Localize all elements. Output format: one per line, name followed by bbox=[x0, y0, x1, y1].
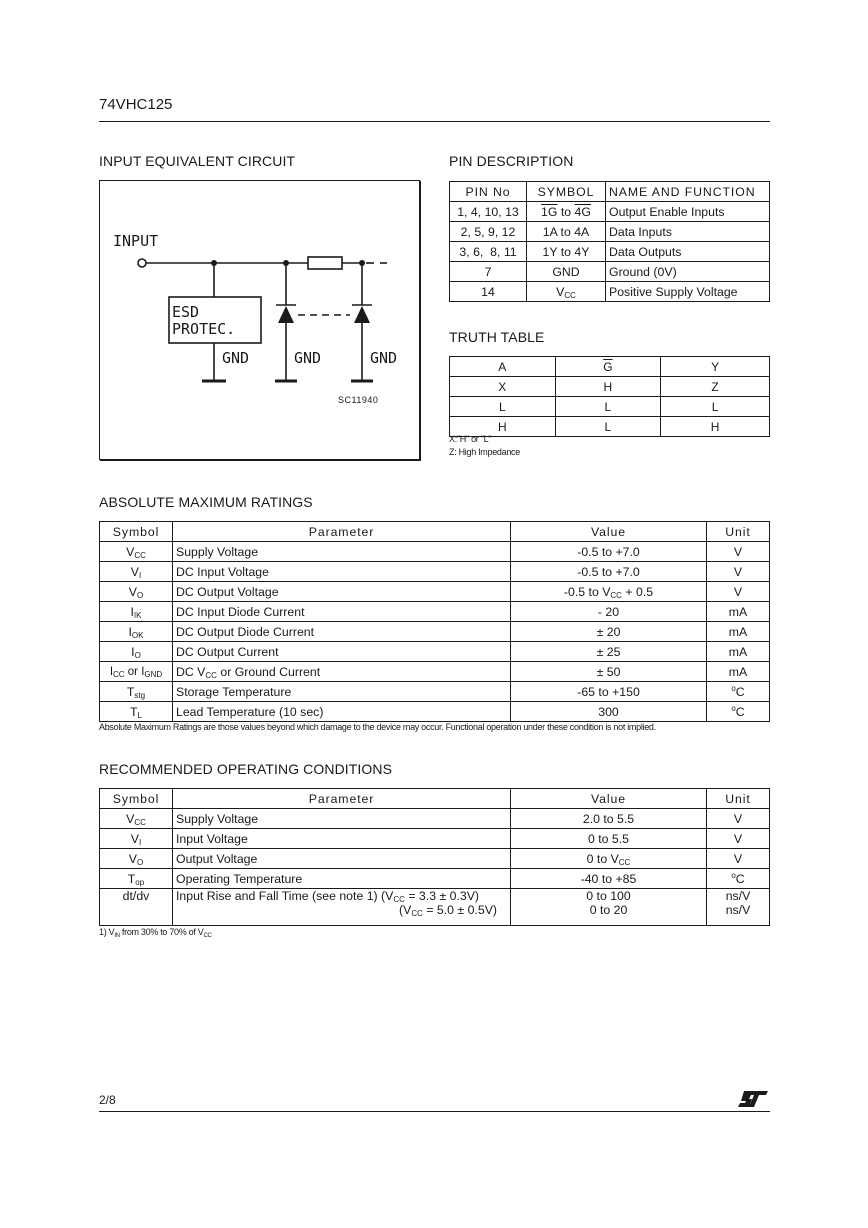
cell-parameter: Input Voltage bbox=[173, 829, 511, 849]
col-header-y: Y bbox=[661, 357, 770, 377]
cell-g: L bbox=[555, 417, 661, 437]
table-row bbox=[450, 282, 770, 302]
table-row bbox=[100, 662, 770, 682]
cell-symbol: $I_{OK}$ bbox=[100, 622, 173, 642]
col-header-a: A bbox=[450, 357, 556, 377]
input-terminal bbox=[138, 259, 146, 267]
col-header-parameter: Parameter bbox=[173, 522, 511, 542]
table-row bbox=[100, 602, 770, 622]
cell-symbol: $V_O$ bbox=[100, 849, 173, 869]
cell-parameter: DC Output Current bbox=[173, 642, 511, 662]
table-row bbox=[450, 417, 770, 437]
col-header-value: Value bbox=[511, 522, 707, 542]
cell-symbol: $T_L$ bbox=[100, 702, 173, 722]
col-header-g: $\overline{G}$ bbox=[555, 357, 661, 377]
cell-parameter: Operating Temperature bbox=[173, 869, 511, 889]
cell-symbol: $T_{op}$ bbox=[100, 869, 173, 889]
table-row bbox=[100, 562, 770, 582]
cell-symbol: GND bbox=[527, 262, 606, 282]
cell-parameter: DC Output Voltage bbox=[173, 582, 511, 602]
table-row bbox=[100, 622, 770, 642]
table-row bbox=[450, 242, 770, 262]
table-header-row bbox=[100, 522, 770, 542]
cell-name: Data Inputs bbox=[606, 222, 770, 242]
col-header-unit: Unit bbox=[707, 522, 770, 542]
cell-symbol: $V_{CC}$ bbox=[100, 809, 173, 829]
rec-op-table bbox=[99, 788, 770, 926]
cell-unit: $^o$C bbox=[707, 682, 770, 702]
cell-name: Data Outputs bbox=[606, 242, 770, 262]
table-row bbox=[100, 642, 770, 662]
cell-parameter: DC Input Diode Current bbox=[173, 602, 511, 622]
truth-note-2: Z: High Impedance bbox=[449, 447, 520, 457]
cell-value: -0.5 to +7.0 bbox=[511, 542, 707, 562]
series-resistor bbox=[308, 257, 342, 269]
cell-unit: V bbox=[707, 829, 770, 849]
cell-name: Output Enable Inputs bbox=[606, 202, 770, 222]
cell-symbol: $T_{stg}$ bbox=[100, 682, 173, 702]
cell-value: ± 20 bbox=[511, 622, 707, 642]
table-header-row bbox=[450, 357, 770, 377]
col-header-symbol: Symbol bbox=[100, 789, 173, 809]
cell-pin: 14 bbox=[450, 282, 527, 302]
input-circuit-title: INPUT EQUIVALENT CIRCUIT bbox=[99, 153, 296, 169]
cell-value: 0 to $V_{CC}$ bbox=[511, 849, 707, 869]
header-rule bbox=[99, 121, 770, 122]
cell-a: X bbox=[450, 377, 556, 397]
col-header-value: Value bbox=[511, 789, 707, 809]
diode-1 bbox=[278, 306, 294, 323]
cell-value: -65 to +150 bbox=[511, 682, 707, 702]
esd-label-2: PROTEC. bbox=[172, 320, 236, 338]
pin-description-table bbox=[449, 181, 770, 302]
footer-rule bbox=[99, 1111, 770, 1112]
gnd-label-2: GND bbox=[294, 349, 322, 367]
cell-y: L bbox=[661, 397, 770, 417]
input-label: INPUT bbox=[113, 232, 159, 250]
col-header-pin: PIN No bbox=[450, 182, 527, 202]
cell-name: Positive Supply Voltage bbox=[606, 282, 770, 302]
gnd-label-3: GND bbox=[370, 349, 398, 367]
col-header-symbol: SYMBOL bbox=[527, 182, 606, 202]
document-title: 74VHC125 bbox=[99, 96, 173, 113]
cell-unit: ns/V ns/V bbox=[707, 889, 770, 926]
cell-unit: V bbox=[707, 582, 770, 602]
cell-parameter: Output Voltage bbox=[173, 849, 511, 869]
pin-description-title: PIN DESCRIPTION bbox=[449, 153, 574, 169]
truth-note-1: X:"H" or "L" bbox=[449, 434, 492, 444]
cell-symbol: 1A to 4A bbox=[527, 222, 606, 242]
table-row bbox=[100, 869, 770, 889]
cell-parameter: DC $V_{CC}$ or Ground Current bbox=[173, 662, 511, 682]
cell-pin: 7 bbox=[450, 262, 527, 282]
cell-symbol: 1G to 4G bbox=[527, 202, 606, 222]
abs-max-note: Absolute Maximum Ratings are those values beyond which damage to the device may occur. Functional operation under these condition is not implied. bbox=[99, 722, 656, 732]
cell-value: -40 to +85 bbox=[511, 869, 707, 889]
input-circuit-diagram bbox=[99, 180, 420, 460]
cell-parameter: DC Output Diode Current bbox=[173, 622, 511, 642]
rec-op-note: 1) $V_{IN}$ from 30% to 70% of $V_{CC}$ bbox=[99, 927, 212, 939]
cell-value: ± 25 bbox=[511, 642, 707, 662]
table-row bbox=[450, 222, 770, 242]
table-row bbox=[450, 397, 770, 417]
cell-parameter: Input Rise and Fall Time (see note 1) $(V_{CC} = 3.3 \pm 0.3V)$ $(V_{CC} = 5.0 \pm 0.5V)$ bbox=[173, 889, 511, 926]
cell-value: 0 to 100 0 to 20 bbox=[511, 889, 707, 926]
cell-symbol: $I_{CC}$ or $I_{GND}$ bbox=[100, 662, 173, 682]
diode-2 bbox=[354, 306, 370, 323]
cell-unit: V bbox=[707, 542, 770, 562]
cell-pin: 1, 4, 10, 13 bbox=[450, 202, 527, 222]
cell-value: 300 bbox=[511, 702, 707, 722]
abs-max-title: ABSOLUTE MAXIMUM RATINGS bbox=[99, 494, 313, 510]
circuit-schematic bbox=[100, 181, 419, 459]
col-header-unit: Unit bbox=[707, 789, 770, 809]
cell-parameter: Supply Voltage bbox=[173, 542, 511, 562]
gnd-label-1: GND bbox=[222, 349, 250, 367]
truth-table bbox=[449, 356, 770, 437]
cell-unit: V bbox=[707, 809, 770, 829]
table-header-row bbox=[450, 182, 770, 202]
cell-unit: mA bbox=[707, 662, 770, 682]
cell-parameter: Storage Temperature bbox=[173, 682, 511, 702]
cell-value: 0 to 5.5 bbox=[511, 829, 707, 849]
table-row bbox=[450, 377, 770, 397]
cell-y: H bbox=[661, 417, 770, 437]
cell-unit: mA bbox=[707, 602, 770, 622]
cell-value: -0.5 to $V_{CC} + 0.5$ bbox=[511, 582, 707, 602]
cell-unit: mA bbox=[707, 642, 770, 662]
cell-unit: $^o$C bbox=[707, 869, 770, 889]
cell-symbol: $I_{IK}$ bbox=[100, 602, 173, 622]
cell-unit: V bbox=[707, 562, 770, 582]
cell-parameter: Lead Temperature (10 sec) bbox=[173, 702, 511, 722]
cell-unit: mA bbox=[707, 622, 770, 642]
cell-symbol: $V_O$ bbox=[100, 582, 173, 602]
abs-max-table bbox=[99, 521, 770, 722]
rec-op-title: RECOMMENDED OPERATING CONDITIONS bbox=[99, 761, 393, 777]
cell-value: - 20 bbox=[511, 602, 707, 622]
cell-symbol: dt/dv bbox=[100, 889, 173, 926]
cell-symbol: $V_{CC}$ bbox=[100, 542, 173, 562]
table-row bbox=[100, 889, 770, 926]
cell-parameter: Supply Voltage bbox=[173, 809, 511, 829]
cell-g: H bbox=[555, 377, 661, 397]
cell-pin: 3, 6, 8, 11 bbox=[450, 242, 527, 262]
cell-symbol: $V_I$ bbox=[100, 562, 173, 582]
table-row bbox=[100, 849, 770, 869]
table-row bbox=[100, 682, 770, 702]
cell-a: L bbox=[450, 397, 556, 417]
cell-value: 2.0 to 5.5 bbox=[511, 809, 707, 829]
table-row bbox=[100, 542, 770, 562]
cell-value: ± 50 bbox=[511, 662, 707, 682]
esd-label-1: ESD bbox=[172, 303, 200, 321]
truth-table-title: TRUTH TABLE bbox=[449, 329, 545, 345]
cell-pin: 2, 5, 9, 12 bbox=[450, 222, 527, 242]
col-header-parameter: Parameter bbox=[173, 789, 511, 809]
page-number: 2/8 bbox=[99, 1093, 116, 1107]
table-row bbox=[100, 809, 770, 829]
table-row bbox=[450, 202, 770, 222]
cell-a: H bbox=[450, 417, 556, 437]
figure-code: SC11940 bbox=[338, 395, 379, 405]
cell-parameter: DC Input Voltage bbox=[173, 562, 511, 582]
cell-symbol: $V_I$ bbox=[100, 829, 173, 849]
cell-symbol: $V_{CC}$ bbox=[527, 282, 606, 302]
table-row bbox=[100, 829, 770, 849]
table-row bbox=[100, 582, 770, 602]
cell-symbol: $I_O$ bbox=[100, 642, 173, 662]
table-row bbox=[100, 702, 770, 722]
col-header-symbol: Symbol bbox=[100, 522, 173, 542]
cell-unit: V bbox=[707, 849, 770, 869]
cell-name: Ground (0V) bbox=[606, 262, 770, 282]
cell-unit: $^o$C bbox=[707, 702, 770, 722]
cell-g: L bbox=[555, 397, 661, 417]
col-header-name: NAME AND FUNCTION bbox=[606, 182, 770, 202]
cell-value: -0.5 to +7.0 bbox=[511, 562, 707, 582]
cell-y: Z bbox=[661, 377, 770, 397]
table-header-row bbox=[100, 789, 770, 809]
table-row bbox=[450, 262, 770, 282]
cell-symbol: 1Y to 4Y bbox=[527, 242, 606, 262]
